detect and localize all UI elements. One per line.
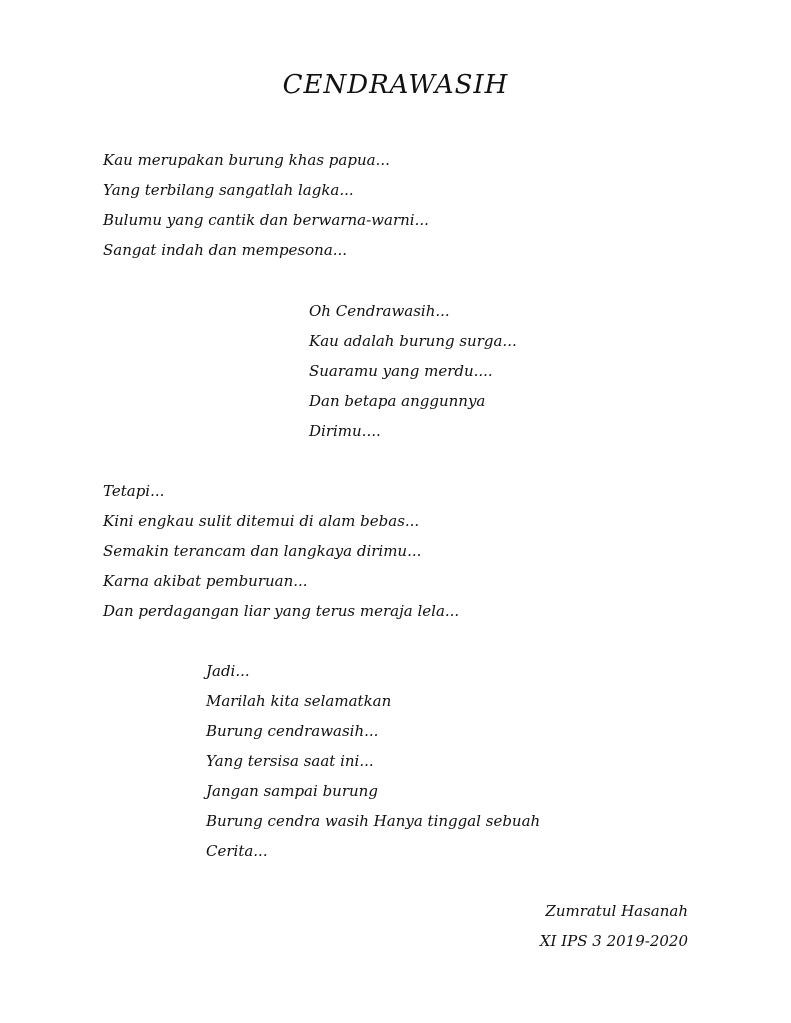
poem-line: Suaramu yang merdu....: [309, 362, 493, 380]
poem-line: Jadi...: [206, 662, 250, 680]
poem-line: Burung cendrawasih...: [206, 722, 379, 740]
stanza-4: [206, 656, 540, 866]
poem-line: Karna akibat pemburuan...: [103, 572, 308, 590]
poem-line: Jangan sampai burung: [206, 782, 378, 800]
poem-line: Yang tersisa saat ini...: [206, 752, 374, 770]
poem-line: Dan betapa anggunnya: [309, 392, 486, 410]
poem-line: Oh Cendrawasih...: [309, 302, 450, 320]
signature-block: [480, 896, 688, 956]
poem-line: Kau merupakan burung khas papua...: [103, 151, 390, 169]
author-name: Zumratul Hasanah: [545, 902, 688, 920]
poem-line: Kau adalah burung surga...: [309, 332, 517, 350]
poem-line: Dan perdagangan liar yang terus meraja lela...: [103, 602, 460, 620]
poem-line: Tetapi...: [103, 482, 165, 500]
poem-line: Dirimu....: [309, 422, 381, 440]
poem-title: CENDRAWASIH: [282, 70, 509, 100]
poem-line: Semakin terancam dan langkaya dirimu...: [103, 542, 422, 560]
poem-line: Marilah kita selamatkan: [206, 692, 392, 710]
author-class-year: XI IPS 3 2019-2020: [539, 932, 688, 950]
stanza-1: [103, 145, 429, 265]
poem-line: Kini engkau sulit ditemui di alam bebas...: [103, 512, 420, 530]
poem-line: Burung cendra wasih Hanya tinggal sebuah: [206, 812, 541, 830]
stanza-3: [103, 476, 459, 626]
stanza-2: [309, 296, 517, 446]
poem-line: Bulumu yang cantik dan berwarna-warni...: [103, 211, 429, 229]
poem-line: Sangat indah dan mempesona...: [103, 241, 348, 259]
poem-line: Yang terbilang sangatlah lagka...: [103, 181, 354, 199]
poem-line: Cerita...: [206, 842, 268, 860]
